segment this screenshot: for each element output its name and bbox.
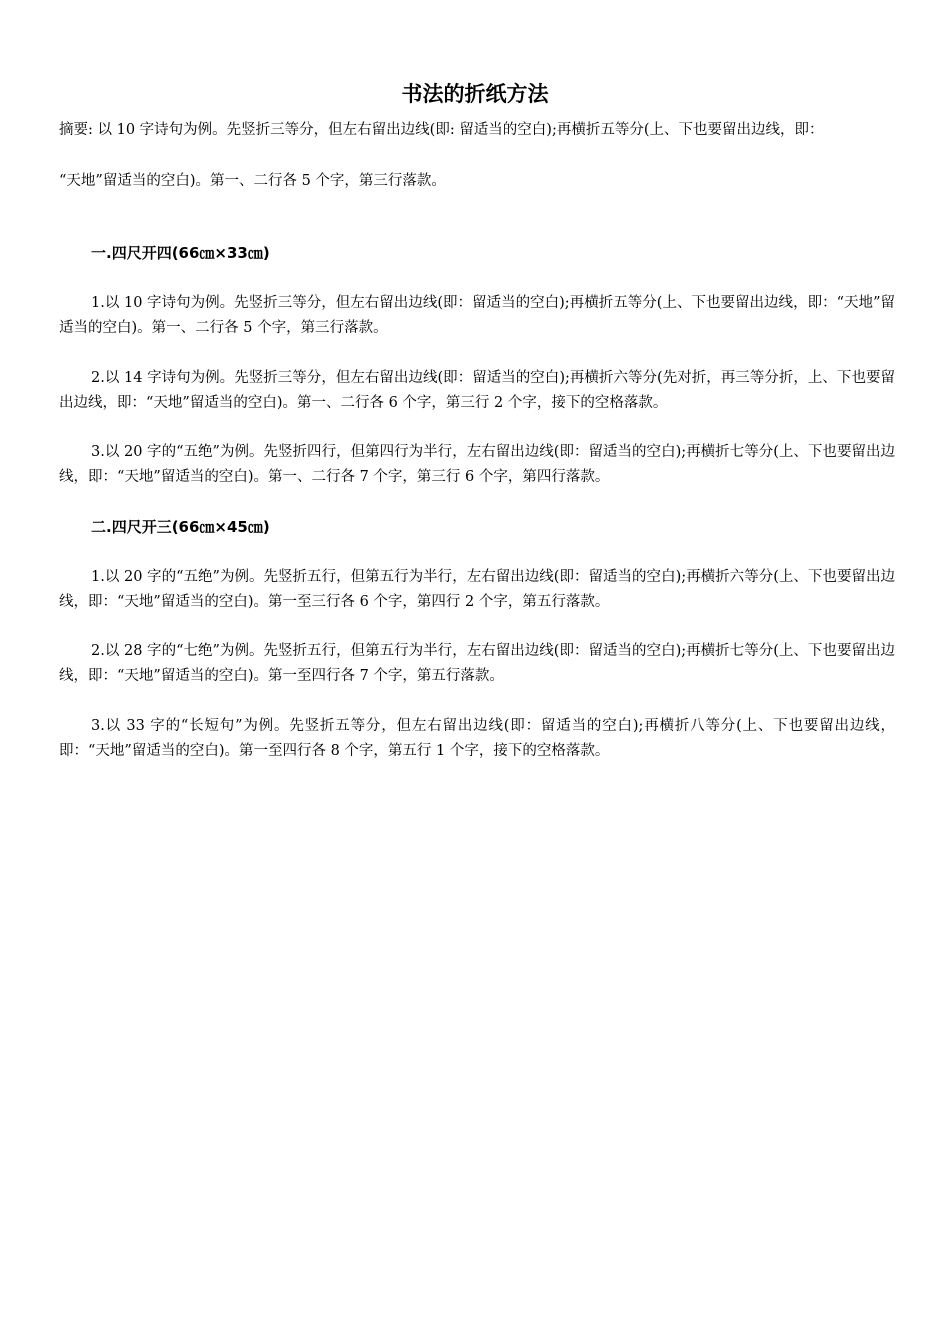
document-title: 书法的折纸方法: [401, 82, 549, 106]
section-1-paragraph-2: 2.以 14 字诗句为例。先竖折三等分，但左右留出边线(即：留适当的空白);再横折六等分(先对折，再三等分折，上、下也要留出边线，即：“天地”留适当的空白)。第一、二行各 6 个字，第三行 2 个字，接下的空格落款。: [59, 370, 895, 411]
section-2-paragraph-3: 3.以 33 字的“长短句”为例。先竖折五等分，但左右留出边线(即：留适当的空白);再横折八等分(上、下也要留出边线，即：“天地”留适当的空白)。第一至四行各 8 个字，第五行 1 个字，接下的空格落款。: [59, 718, 895, 759]
section-heading-2: 二.四尺开三(66㎝×45㎝): [91, 518, 270, 536]
section-2-paragraph-1: 1.以 20 字的“五绝”为例。先竖折五行，但第五行为半行，左右留出边线(即：留适当的空白);再横折六等分(上、下也要留出边线，即：“天地”留适当的空白)。第一至三行各 6 个字，第四行 2 个字，第五行落款。: [59, 569, 895, 610]
section-1-paragraph-3: 3.以 20 字的“五绝”为例。先竖折四行，但第四行为半行，左右留出边线(即：留适当的空白);再横折七等分(上、下也要留出边线，即：“天地”留适当的空白)。第一、二行各 7 个字，第三行 6 个字，第四行落款。: [59, 444, 895, 485]
section-2-paragraph-2: 2.以 28 字的“七绝”为例。先竖折五行，但第五行为半行，左右留出边线(即：留适当的空白);再横折七等分(上、下也要留出边线，即：“天地”留适当的空白)。第一至四行各 7 个字，第五行落款。: [59, 643, 895, 684]
abstract-line-2: “天地”留适当的空白)。第一、二行各 5 个字，第三行落款。: [59, 173, 446, 189]
section-1-paragraph-1: 1.以 10 字诗句为例。先竖折三等分，但左右留出边线(即：留适当的空白);再横折五等分(上、下也要留出边线，即：“天地”留适当的空白)。第一、二行各 5 个字，第三行落款。: [59, 295, 895, 336]
abstract-line-1: 摘要: 以 10 字诗句为例。先竖折三等分，但左右留出边线(即: 留适当的空白);再横折五等分(上、下也要留出边线，即：: [59, 122, 824, 138]
section-heading-1: 一.四尺开四(66㎝×33㎝): [91, 244, 270, 262]
